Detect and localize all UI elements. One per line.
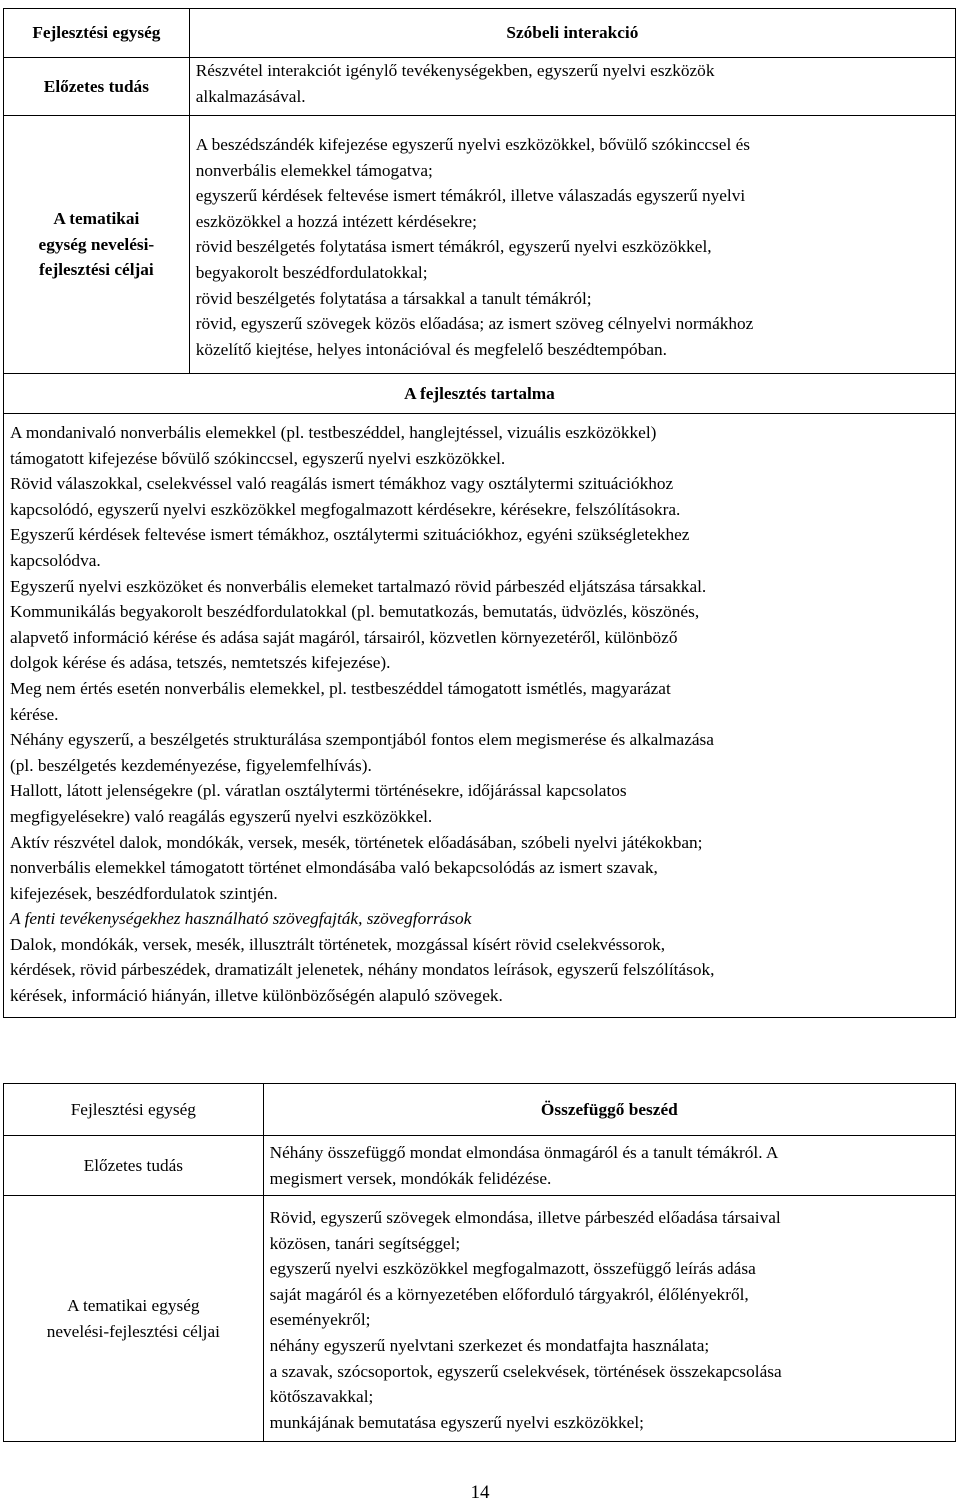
label-line: egység nevelési- xyxy=(38,234,155,254)
text-line: begyakorolt beszédfordulatokkal; xyxy=(195,262,428,282)
label-line: A tematikai xyxy=(53,209,140,229)
prior-knowledge-label: Előzetes tudás xyxy=(4,1136,264,1196)
text-line: közelítő kiejtése, helyes intonációval és megfelelő beszédtempóban. xyxy=(195,339,667,359)
text-line: kötőszavakkal; xyxy=(269,1387,374,1407)
label-line: fejlesztési céljai xyxy=(39,260,154,280)
text-line: nonverbális elemekkel támogatva; xyxy=(195,160,433,180)
text-line: dolgok kérése és adása, tetszés, nemtetszés kifejezése). xyxy=(10,653,391,673)
page-number: 14 xyxy=(470,1482,490,1503)
text-line: nonverbális elemekkel támogatott történet elmondásába való bekapcsolódás az ismert szavak, xyxy=(10,858,658,878)
text-line: Részvétel interakciót igénylő tevékenységekben, egyszerű nyelvi eszközök xyxy=(195,61,715,80)
text-line: kérdések, rövid párbeszédek, dramatizált jelenetek, néhány mondatos leírások, egyszerű felszólítások, xyxy=(10,960,715,980)
prior-knowledge-text xyxy=(189,58,955,116)
text-line: Rövid válaszokkal, cselekvéssel való reagálás ismert témákhoz vagy osztálytermi szituációkhoz xyxy=(10,474,674,494)
goals-text xyxy=(263,1196,955,1442)
text-line: Hallott, látott jelenségekre (pl. váratlan osztálytermi történésekre, időjárással kapcsolatos xyxy=(10,781,627,801)
unit-value: Szóbeli interakció xyxy=(189,9,955,58)
text-line: Egyszerű nyelvi eszközöket és nonverbális elemeket tartalmazó rövid párbeszéd eljátszása társakkal. xyxy=(10,576,707,596)
text-line: eseményekről; xyxy=(269,1310,371,1330)
connected-speech-table xyxy=(3,1083,956,1442)
text-line: A beszédszándék kifejezése egyszerű nyelvi eszközökkel, bővülő szókinccsel és xyxy=(195,135,750,154)
text-line: egyszerű kérdések feltevése ismert témákról, illetve válaszadás egyszerű nyelvi xyxy=(195,186,746,206)
goals-label xyxy=(4,116,190,374)
content-text xyxy=(4,414,956,1018)
prior-knowledge-text xyxy=(263,1136,955,1196)
text-line: kifejezések, beszédfordulatok szintjén. xyxy=(10,883,278,903)
text-line: Rövid, egyszerű szövegek elmondása, illetve párbeszéd előadása társaival xyxy=(269,1208,781,1227)
prior-knowledge-label: Előzetes tudás xyxy=(4,58,190,116)
text-line: megfigyelésekre) való reagálás egyszerű nyelvi eszközökkel. xyxy=(10,806,433,826)
text-line: kérése. xyxy=(10,704,59,724)
text-line: rövid, egyszerű szövegek közös előadása; az ismert szöveg célnyelvi normákhoz xyxy=(195,314,754,334)
text-line: támogatott kifejezése bővülő szókinccsel, egyszerű nyelvi eszközökkel. xyxy=(10,448,506,468)
unit-value: Összefüggő beszéd xyxy=(263,1084,955,1136)
text-line: alapvető információ kérése és adása saját magáról, társairól, közvetlen környezetéről, különböző xyxy=(10,627,678,647)
text-line: Néhány egyszerű, a beszélgetés strukturálása szempontjából fontos elem megismerése és alkalmazása xyxy=(10,730,714,750)
text-line: munkájának bemutatása egyszerű nyelvi eszközökkel; xyxy=(269,1412,644,1432)
text-line: rövid beszélgetés folytatása ismert témákról, egyszerű nyelvi eszközökkel, xyxy=(195,237,712,257)
label-line: nevelési-fejlesztési céljai xyxy=(46,1321,220,1341)
text-line: néhány egyszerű nyelvtani szerkezet és mondatfajta használata; xyxy=(269,1335,710,1355)
text-line: Meg nem értés esetén nonverbális elemekkel, pl. testbeszéddel támogatott ismétlés, magyarázat xyxy=(10,678,671,698)
text-line: Kommunikálás begyakorolt beszédfordulatokkal (pl. bemutatkozás, bemutatás, üdvözlés, köszönés, xyxy=(10,602,700,622)
text-line: egyszerű nyelvi eszközökkel megfogalmazott, összefüggő leírás adása xyxy=(269,1259,756,1279)
text-line: kapcsolódva. xyxy=(10,550,101,570)
text-line: alkalmazásával. xyxy=(195,86,306,106)
text-line: rövid beszélgetés folytatása a társakkal a tanult témákról; xyxy=(195,288,592,308)
goals-text xyxy=(189,116,955,374)
unit-label: Fejlesztési egység xyxy=(4,9,190,58)
unit-label: Fejlesztési egység xyxy=(4,1084,264,1136)
content-heading: A fejlesztés tartalma xyxy=(4,374,956,414)
text-line: A mondanivaló nonverbális elemekkel (pl. testbeszéddel, hanglejtéssel, vizuális eszközökkel) xyxy=(10,423,657,442)
text-line: Dalok, mondókák, versek, mesék, illusztrált történetek, mozgással kísért rövid cselekvéssorok, xyxy=(10,934,666,954)
text-line: Aktív részvétel dalok, mondókák, versek, mesék, történetek előadásában, szóbeli nyelvi játékokban; xyxy=(10,832,703,852)
genres-heading: A fenti tevékenységekhez használható szövegfajták, szövegforrások xyxy=(10,909,472,929)
text-line: kapcsolódó, egyszerű nyelvi eszközökkel megfogalmazott kérdésekre, kérésekre, felszólításokra. xyxy=(10,499,681,519)
text-line: saját magáról és a környezetében előforduló tárgyakról, élőlényekről, xyxy=(269,1284,749,1304)
goals-label xyxy=(4,1196,264,1442)
text-line: Néhány összefüggő mondat elmondása önmagáról és a tanult témákról. A xyxy=(269,1143,779,1162)
label-line: A tematikai egység xyxy=(67,1295,200,1315)
text-line: (pl. beszélgetés kezdeményezése, figyelemfelhívás). xyxy=(10,755,372,775)
oral-interaction-table xyxy=(3,8,956,1018)
text-line: kérések, információ hiányán, illetve különbözőségén alapuló szövegek. xyxy=(10,986,503,1006)
text-line: eszközökkel a hozzá intézett kérdésekre; xyxy=(195,211,477,231)
text-line: Egyszerű kérdések feltevése ismert témákhoz, osztálytermi szituációkhoz, egyéni szükségletekhez xyxy=(10,525,690,545)
text-line: közösen, tanári segítséggel; xyxy=(269,1233,461,1253)
text-line: a szavak, szócsoportok, egyszerű cselekvések, történések összekapcsolása xyxy=(269,1361,782,1381)
text-line: megismert versek, mondókák felidézése. xyxy=(269,1168,552,1188)
